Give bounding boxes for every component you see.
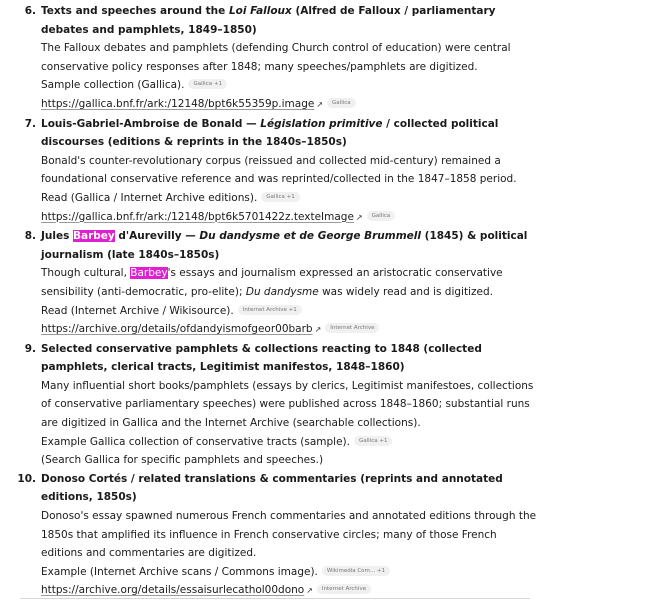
search-highlight: Barbey [130, 267, 168, 280]
item-number: 9. [24, 342, 36, 355]
list-item [0, 227, 540, 340]
link-chip[interactable]: Gallica [367, 211, 396, 221]
item-description: Though cultural, Barbey's essays and journalism expressed an aristocratic conservative sensibility (anti-democratic, pro-elite); Du dandysme was widely read and is digitized. [41, 267, 503, 298]
numbered-list [0, 2, 540, 601]
link-line [41, 208, 540, 228]
source-chip[interactable]: Wikimedia Com... +1 [322, 566, 390, 576]
item-title: Texts and speeches around the Loi Falloux (Alfred de Falloux / parliamentary debates and pamphlets, 1849–1850) [41, 5, 496, 36]
item-title: Donoso Cortés / related translations & commentaries (reprints and annotated editions, 1850s) [41, 472, 503, 504]
source-link[interactable]: https://gallica.bnf.fr/ark:/12148/bpt6k5701422z.texteImage [41, 210, 354, 223]
link-line [41, 95, 540, 115]
item-number: 7. [24, 117, 36, 130]
link-chip[interactable]: Internet Archive [325, 323, 379, 333]
list-item [0, 340, 540, 470]
list-item [0, 115, 540, 228]
source-chip[interactable]: Gallica +1 [188, 79, 226, 89]
list-item [0, 470, 540, 601]
source-chip[interactable]: Gallica +1 [354, 436, 392, 446]
external-link-icon: ↗ [355, 212, 363, 222]
link-chip[interactable]: Gallica [327, 98, 356, 108]
external-link-icon: ↗ [316, 99, 324, 109]
item-title: Louis-Gabriel-Ambroise de Bonald — Législation primitive / collected political discourses (editions & reprints in the 1840s–1850s) [41, 117, 499, 149]
search-highlight: Barbey [73, 230, 115, 243]
link-line [41, 320, 540, 340]
source-line: Example Gallica collection of conservative tracts (sample). Gallica +1 [41, 433, 540, 452]
item-description: Many influential short books/pamphlets (essays by clerics, Legitimist manifestoes, collections of conservative parliamentary speeches) were published across 1848–1860; substantial runs are digitized in Gallica and the Internet Archive (searchable collections). [41, 379, 534, 430]
source-line: Sample collection (Gallica). Gallica +1 [41, 76, 540, 95]
source-line: Read (Gallica / Internet Archive editions). Gallica +1 [41, 189, 540, 208]
item-description: Bonald's counter-revolutionary corpus (reissued and collected mid-century) remained a foundational conservative reference and was reprinted/collected in the 1847–1858 period. [41, 154, 517, 186]
item-description: Donoso's essay spawned numerous French commentaries and annotated editions through the 1850s that amplified its influence in French conservative circles; many of those French editions and commentaries are digitized. [41, 510, 537, 560]
source-line: Read (Internet Archive / Wikisource). Internet Archive +1 [41, 302, 540, 321]
source-link[interactable]: https://archive.org/details/ofdandyismofgeor00barb [41, 323, 313, 336]
external-link-icon: ↗ [314, 325, 322, 335]
link-chip[interactable]: Internet Archive [317, 584, 371, 594]
list-item [0, 2, 540, 115]
item-number: 8. [24, 230, 36, 243]
source-chip[interactable]: Gallica +1 [261, 192, 299, 202]
item-title: Jules Barbey d'Aurevilly — Du dandysme et de George Brummell (1845) & political journalism (late 1840s–1850s) [41, 230, 528, 261]
source-line: Example (Internet Archive scans / Commons image). Wikimedia Com... +1 [41, 563, 540, 582]
external-link-icon: ↗ [306, 586, 313, 596]
item-note: (Search Gallica for specific pamphlets and speeches.) [41, 454, 324, 467]
source-chip[interactable]: Internet Archive +1 [238, 305, 302, 315]
item-description: The Falloux debates and pamphlets (defending Church control of education) were central conservative policy responses after 1848; many speeches/pamphlets are digitized. [41, 42, 511, 73]
source-link[interactable]: https://gallica.bnf.fr/ark:/12148/bpt6k55359p.image [41, 97, 315, 110]
divider [20, 598, 530, 599]
item-title: Selected conservative pamphlets & collections reacting to 1848 (collected pamphlets, clerical tracts, Legitimist manifestos, 1848–1860) [41, 342, 482, 374]
item-number: 10. [17, 472, 36, 485]
source-link[interactable]: https://archive.org/details/essaisurlecathol00dono [41, 584, 305, 597]
item-number: 6. [24, 5, 36, 17]
